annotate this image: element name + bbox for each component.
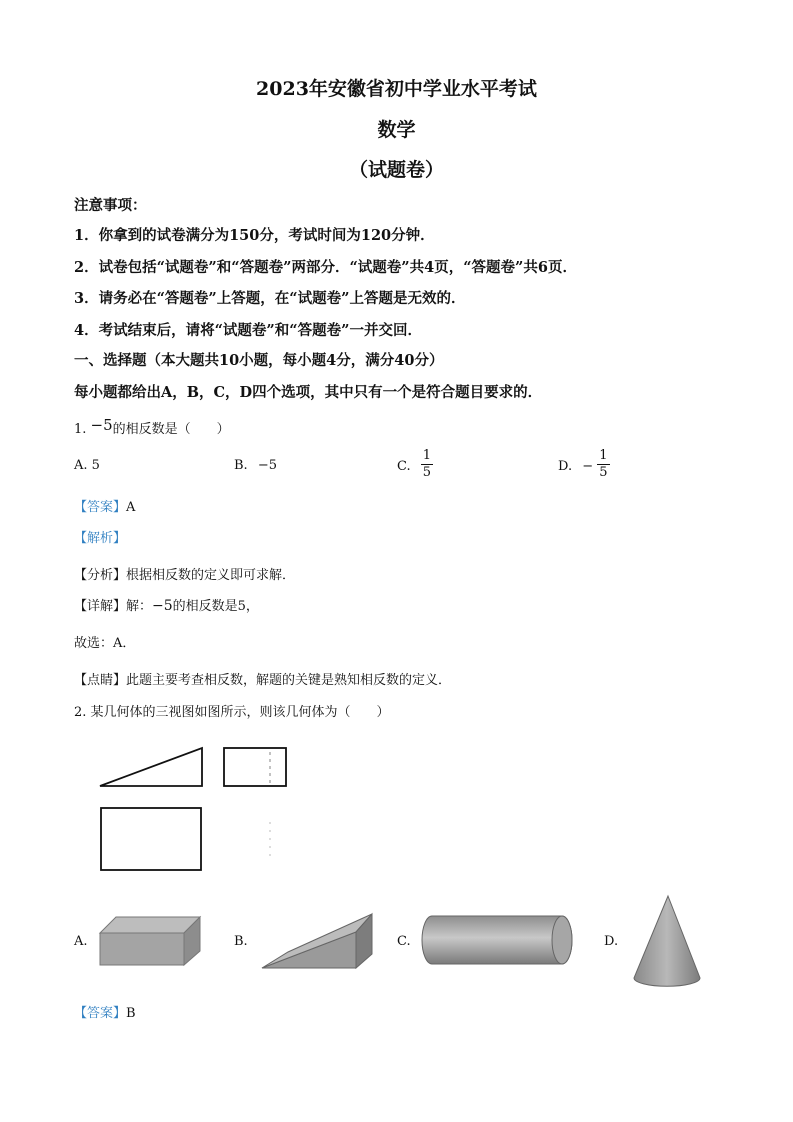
exam-title: 2023年安徽省初中学业水平考试 [256,78,537,100]
q1-option-d-label: D. [558,459,573,475]
q2-option-a-label: A. [74,934,88,949]
q1-analysis-tag: 【解析】 [74,531,127,546]
q2-stem: 2. 某几何体的三视图如图所示，则该几何体为（ ） [74,705,390,720]
q2-option-c-label: C. [397,934,411,949]
q1-option-d-sign: − [582,459,594,475]
q1-option-c-denominator: 5 [422,465,432,481]
front-view-triangle [100,748,202,786]
section-heading: 一、选择题（本大题共10小题，每小题4分，满分40分） [74,352,444,369]
q2-option-b-label: B. [234,934,248,949]
notice-item-1: 1．你拿到的试卷满分为150分，考试时间为120分钟． [74,227,435,244]
q1-option-b-label: B. [234,458,248,473]
q1-option-d-denominator: 5 [599,465,608,481]
q1-option-c-label: C. [397,459,411,475]
q1-choice: 故选：A． [74,636,136,651]
q2-option-a-prism-image [96,913,206,973]
q2-answer-tag: 【答案】 [74,1006,127,1021]
q2-answer [74,1002,136,1021]
q2-option-c-cylinder-image [418,912,578,968]
q2-option-d-label: D. [604,934,619,949]
top-view-rectangle [101,808,201,870]
q1-option-b-value: −5 [257,458,277,473]
q1-dianjing: 【点睛】此题主要考查相反数，解题的关键是熟知相反数的定义． [74,673,452,688]
section-instruction: 每小题都给出A，B，C，D四个选项，其中只有一个是符合题目要求的． [74,384,543,401]
q1-neg5: −5 [90,416,113,434]
q1-option-c-numerator: 1 [421,448,433,465]
q1-xiangjie-prefix: 【详解】解： [74,599,153,614]
q1-fenxi: 【分析】根据相反数的定义即可求解． [74,568,296,583]
side-view-rectangle [224,748,286,786]
notice-heading: 注意事项： [74,197,147,214]
q1-number: 1. [74,422,87,437]
notice-item-4: 4．考试结束后，请将“试题卷”和“答题卷”一并交回． [74,322,422,339]
subject-title: 数学 [377,119,416,141]
notice-item-3: 3．请务必在“答题卷”上答题，在“试题卷”上答题是无效的． [74,290,466,307]
q1-xiangjie-neg5: −5 [152,598,173,614]
q1-xiangjie-rest: 的相反数是5， [172,599,259,614]
paper-title: （试题卷） [348,159,444,181]
q1-option-d-numerator: 1 [597,448,609,465]
q1-answer-tag: 【答案】 [74,500,127,515]
q1-stem-text: 的相反数是（ ） [112,422,230,437]
q1-option-a: A. 5 [74,458,100,473]
q2-option-b-wedge-image [258,908,382,972]
q2-answer-value: B [126,1006,136,1021]
q1-answer-value: A [126,500,136,515]
q2-option-d-cone-image [628,892,704,990]
notice-item-2: 2．试卷包括“试题卷”和“答题卷”两部分．“试题卷”共4页，“答题卷”共6页． [74,259,577,276]
